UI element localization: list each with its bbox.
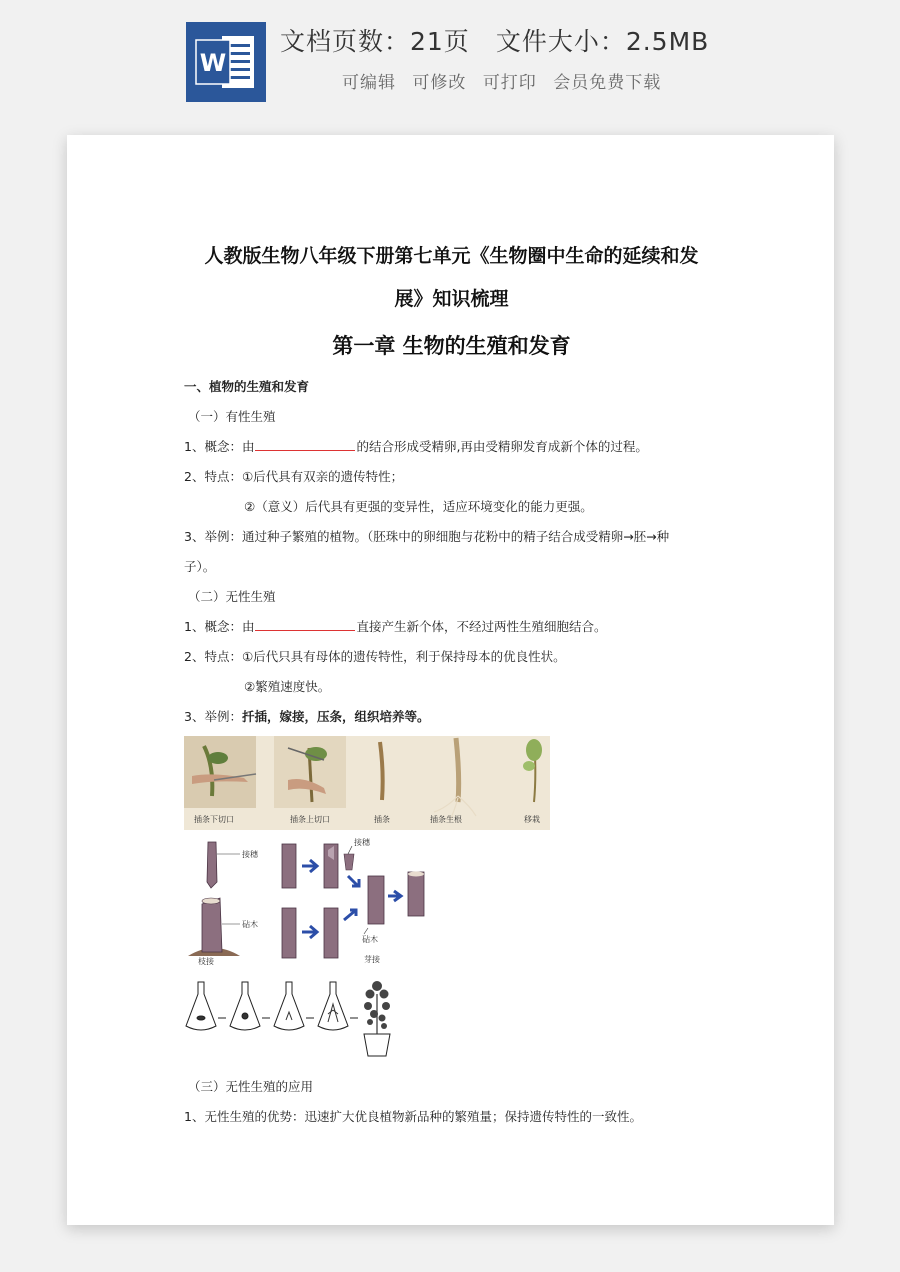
fig1-label-top-cut: 插条上切口 <box>290 815 330 824</box>
asexual-example-prefix: 3、举例： <box>184 709 242 724</box>
asexual-example-items: 扦插，嫁接，压条，组织培养等。 <box>241 709 430 724</box>
banner-title <box>280 22 709 58</box>
sexual-concept-prefix: 1、概念：由 <box>184 439 255 454</box>
file-size-label: 文件大小：2.5MB <box>495 27 710 56</box>
fill-blank-2 <box>255 619 355 631</box>
sexual-example-1: 3、举例：通过种子繁殖的植物。（胚珠中的卵细胞与花粉中的精子结合成受精卵→胚→种 <box>184 529 670 544</box>
asexual-advantage: 1、无性生殖的优势：迅速扩大优良植物新品种的繁殖量；保持遗传特性的一致性。 <box>184 1109 642 1124</box>
fig2-label-stock-2: 砧木 <box>362 935 378 944</box>
fig2-label-scion-2: 接穗 <box>354 838 370 847</box>
document-content <box>184 235 719 1132</box>
sexual-example-2: 子）。 <box>184 559 216 574</box>
fig1-label-transplant: 移栽 <box>524 815 540 824</box>
feature-member-download: 会员免费下载 <box>553 73 662 93</box>
section-heading: 一、植物的生殖和发育 <box>184 379 310 394</box>
asexual-feature-1: 2、特点：①后代只具有母体的遗传特性，利于保持母本的优良性状。 <box>184 649 566 664</box>
feature-modifiable: 可修改 <box>412 73 467 93</box>
feature-editable: 可编辑 <box>342 73 396 93</box>
asexual-concept-prefix: 1、概念：由 <box>184 619 255 634</box>
sexual-feature-1: 2、特点：①后代具有双亲的遗传特性； <box>184 469 404 484</box>
fig2-label-bud-graft: 芽接 <box>364 955 380 964</box>
sexual-concept-suffix: 的结合形成受精卵,再由受精卵发育成新个体的过程。 <box>356 439 648 454</box>
asexual-concept <box>184 612 719 642</box>
doc-title-line2: 展》知识梳理 <box>394 288 509 310</box>
document-page <box>67 135 834 1225</box>
cutting-propagation-figure <box>184 736 550 830</box>
asexual-feature-2: ②繁殖速度快。 <box>244 679 331 694</box>
fig2-label-stock-1: 砧木 <box>242 920 258 929</box>
fig2-label-branch-graft: 枝接 <box>198 957 214 966</box>
sexual-feature-2: ②（意义）后代具有更强的变异性，适应环境变化的能力更强。 <box>244 499 593 514</box>
download-banner <box>0 0 900 120</box>
fig2-label-scion-1: 接穗 <box>242 850 258 859</box>
subsection-asexual: （二）无性生殖 <box>188 589 276 604</box>
page-count-label: 文档页数：21页 <box>280 27 470 56</box>
sexual-concept <box>184 432 719 462</box>
chapter-heading: 第一章 生物的生殖和发育 <box>332 334 571 358</box>
fig1-label-bottom-cut: 插条下切口 <box>194 815 234 824</box>
fig1-label-cutting: 插条 <box>374 815 390 824</box>
doc-title-line1: 人教版生物八年级下册第七单元《生物圈中生命的延续和发 <box>204 245 699 267</box>
fill-blank-1 <box>255 439 355 451</box>
subsection-sexual: （一）有性生殖 <box>188 409 276 424</box>
asexual-example <box>184 702 719 732</box>
word-icon <box>186 22 266 102</box>
fig1-label-rooting: 插条生根 <box>430 815 462 824</box>
tissue-culture-figure <box>184 974 396 1066</box>
word-icon-letter: W <box>199 49 227 77</box>
subsection-application: （三）无性生殖的应用 <box>188 1079 314 1094</box>
feature-printable: 可打印 <box>482 73 537 93</box>
banner-features <box>342 68 671 93</box>
asexual-concept-suffix: 直接产生新个体，不经过两性生殖细胞结合。 <box>356 619 607 634</box>
grafting-figure <box>184 836 434 966</box>
